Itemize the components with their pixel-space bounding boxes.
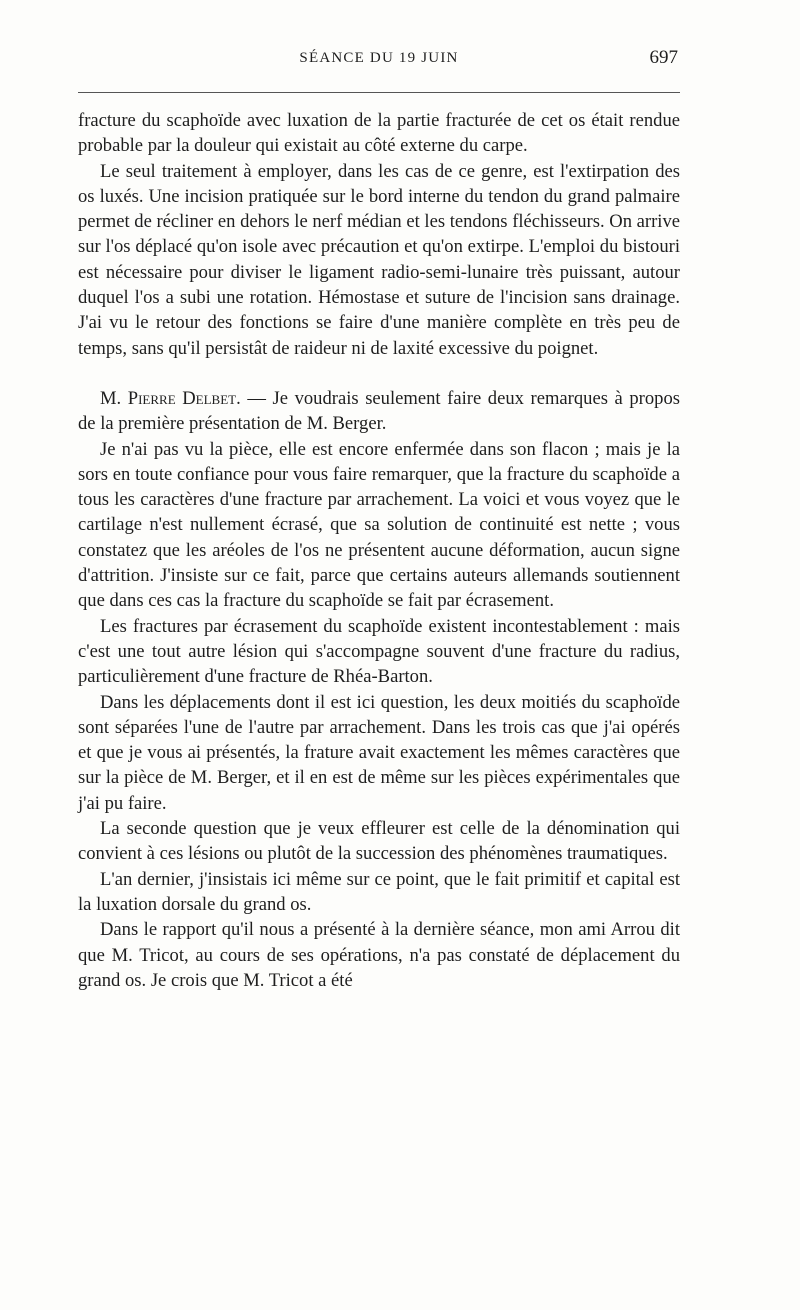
running-head: SÉANCE DU 19 JUIN xyxy=(299,50,459,66)
speaker-name: M. Pierre Delbet. xyxy=(100,387,241,409)
speaker-paragraph xyxy=(78,386,680,437)
paragraph: Dans les déplacements dont il est ici question, les deux moitiés du scaphoïde sont séparées l'une de l'autre par arrachement. Dans les trois cas que j'ai opérés et que je vous ai présentés, la frature avait exactement les mêmes caractères que sur la pièce de M. Berger, et il en est de même sur les pièces expérimentales que j'ai pu faire. xyxy=(78,691,680,814)
page-header xyxy=(78,46,680,76)
paragraph: Dans le rapport qu'il nous a présenté à la dernière séance, mon ami Arrou dit que M. Tricot, au cours de ses opérations, n'a pas constaté de déplacement du grand os. Je crois que M. Tricot a été xyxy=(78,919,680,991)
page-number: 697 xyxy=(649,47,678,68)
paragraph: Les fractures par écrasement du scaphoïde existent incontestablement : mais c'est une tout autre lésion qui s'accompagne souvent d'une fracture du radius, particulièrement d'une fracture de Rhéa-Barton. xyxy=(78,615,680,688)
paragraph: Je n'ai pas vu la pièce, elle est encore enfermée dans son flacon ; mais je la sors en toute confiance pour vous faire remarquer, que la fracture du scaphoïde a tous les caractères d'une fracture par arrachement. La voici et vous voyez que le cartilage n'est nullement écrasé, que sa solution de continuité est nette ; vous constatez que les aréoles de l'os ne présentent aucune déformation, aucun signe d'attrition. J'insiste sur ce fait, parce que certains auteurs allemands soutiennent que dans ces cas la fracture du scaphoïde se fait par écrasement. xyxy=(78,438,680,612)
paragraph: fracture du scaphoïde avec luxation de la partie fracturée de cet os était rendue probable par la douleur qui existait au côté externe du carpe. xyxy=(78,110,680,157)
paragraph: Le seul traitement à employer, dans les cas de ce genre, est l'extirpation des os luxés. Une incision pratiquée sur le bord interne du tendon du grand palmaire permet de récliner en dehors le nerf médian et les tendons fléchisseurs. On arrive sur l'os déplacé qu'on isole avec précaution et qu'on extirpe. L'emploi du bistouri est nécessaire pour diviser le ligament radio-semi-lunaire très puissant, autour duquel l'os a subi une rotation. Hémostase et suture de l'incision sans drainage. J'ai vu le retour des fonctions se faire d'une manière complète en très peu de temps, sans qu'il persistât de raideur ni de laxité excessive du poignet. xyxy=(78,160,680,359)
paragraph: La seconde question que je veux effleurer est celle de la dénomination qui convient à ces lésions ou plutôt de la succession des phénomènes traumatiques. xyxy=(78,818,680,865)
paragraph: L'an dernier, j'insistais ici même sur ce point, que le fait primitif et capital est la luxation dorsale du grand os. xyxy=(78,868,680,915)
body-text xyxy=(78,108,680,993)
header-rule xyxy=(78,92,680,93)
speaker-text: — Je voudrais seulement faire deux remarques à propos de la première présentation de M. Berger. xyxy=(78,387,680,435)
